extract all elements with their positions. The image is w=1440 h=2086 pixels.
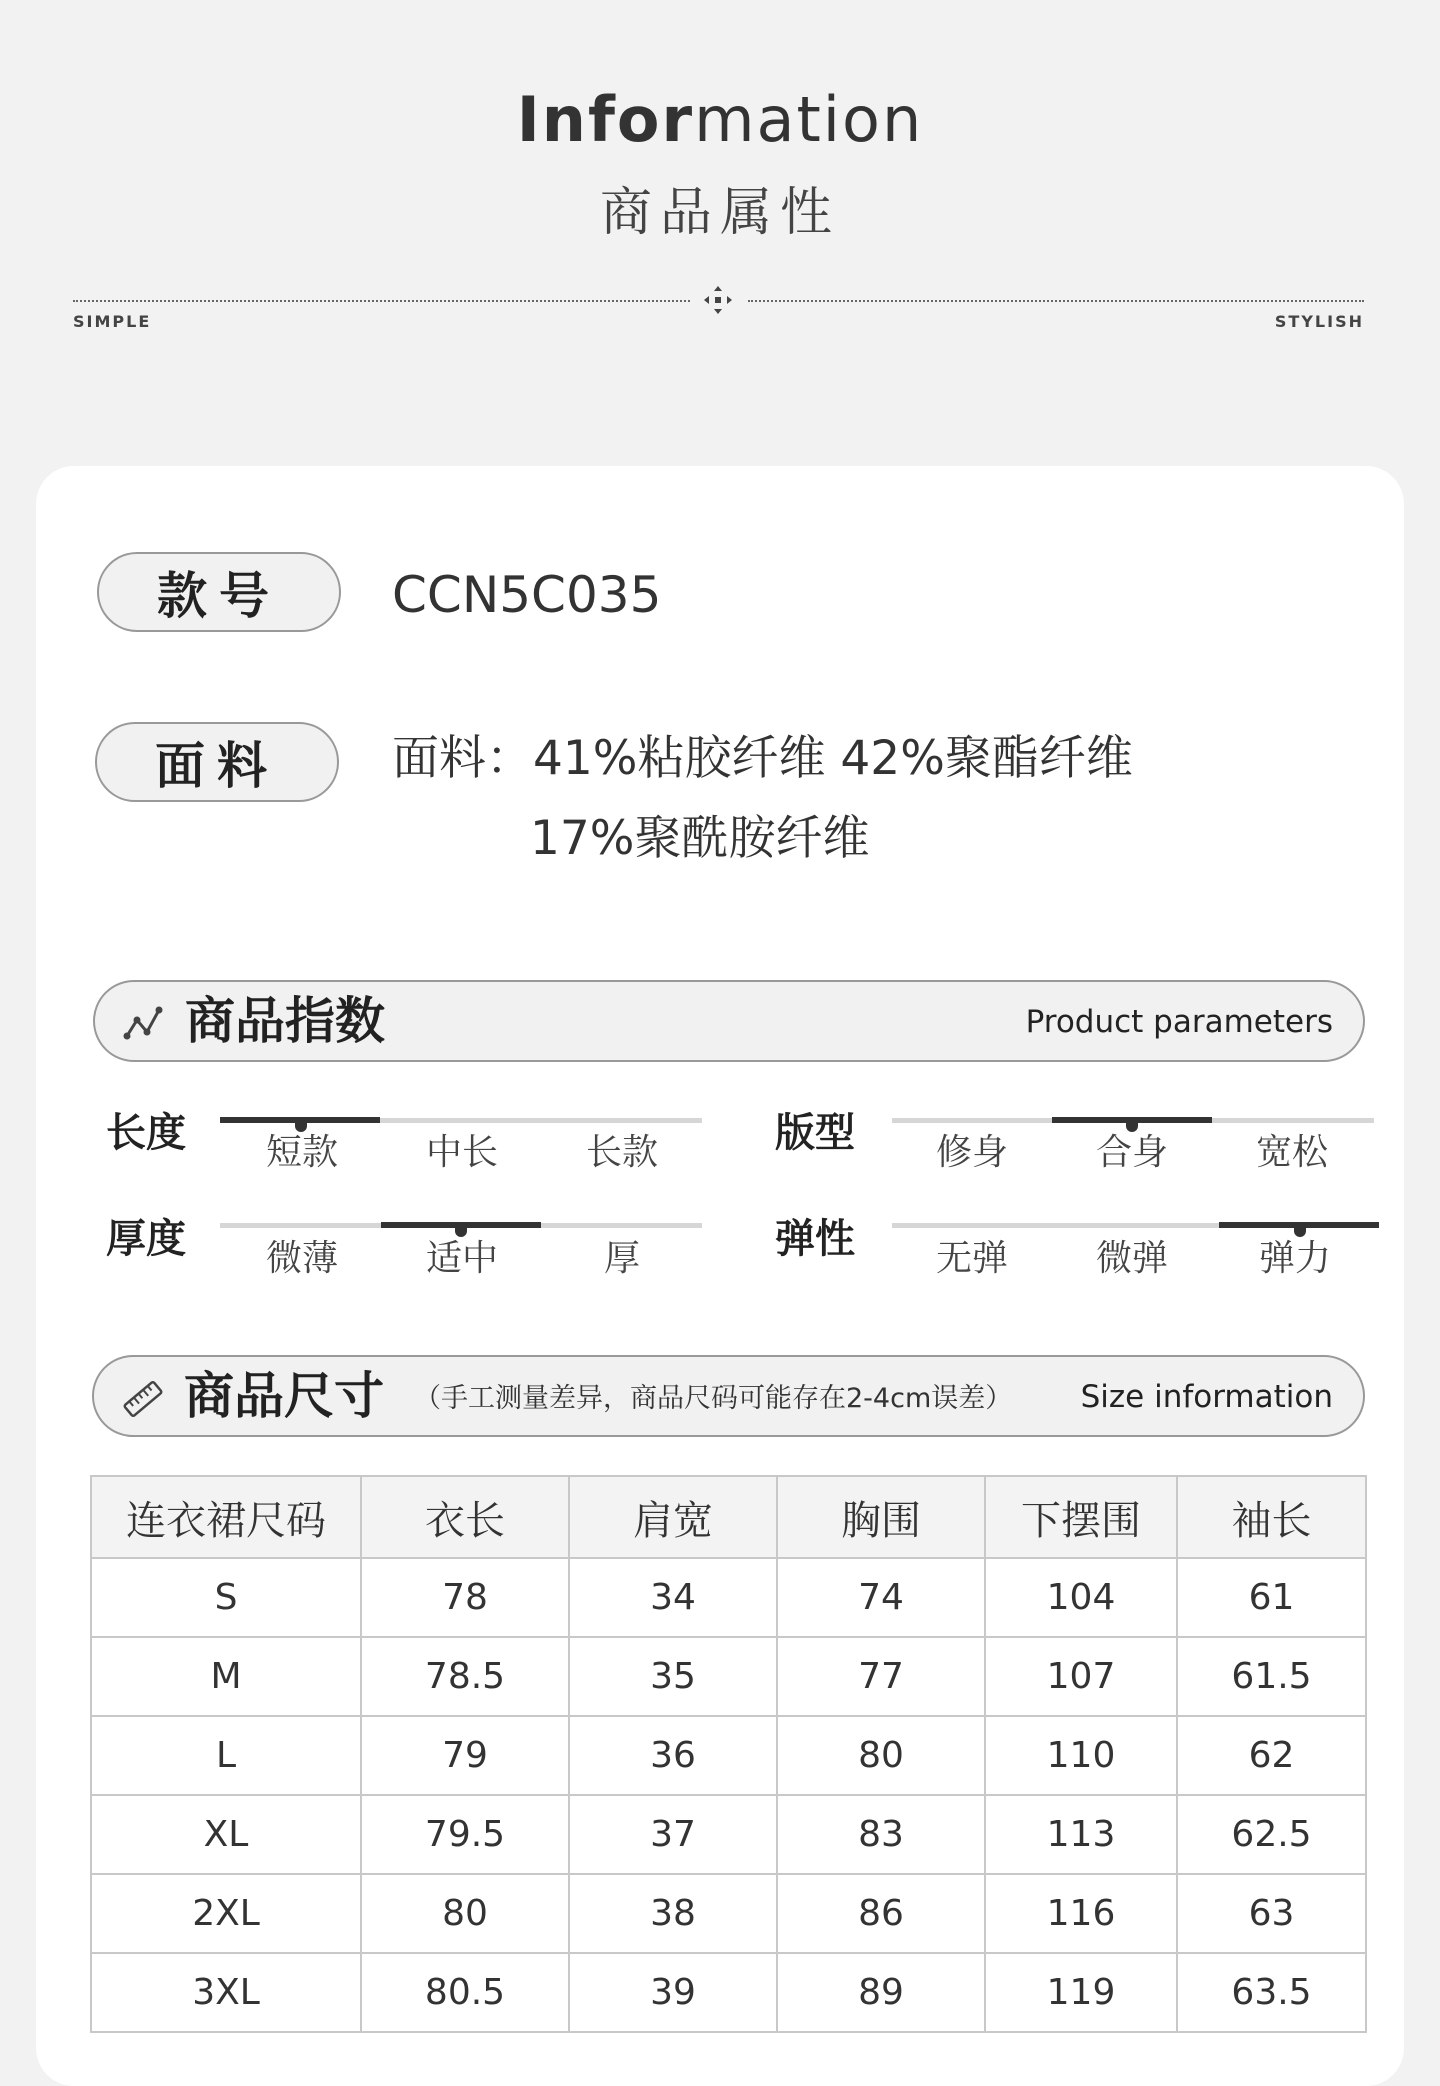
divider-left: [73, 300, 690, 302]
param-label-length: 长度: [106, 1110, 186, 1156]
fabric-composition-line2: 17%聚酰胺纤维: [530, 811, 870, 866]
param-label-thickness: 厚度: [106, 1216, 186, 1262]
bust-cell: 77: [777, 1637, 985, 1716]
table-row: [91, 1874, 1366, 1953]
length-cell: 79: [361, 1716, 569, 1795]
hem-cell: 107: [985, 1637, 1177, 1716]
length-option-short: 短款: [265, 1132, 338, 1173]
size-table-header-row: [91, 1476, 1366, 1558]
elasticity-option-none: 无弹: [935, 1238, 1008, 1279]
hem-cell: 113: [985, 1795, 1177, 1874]
size-name-cell: 2XL: [91, 1874, 361, 1953]
chart-line-icon: [123, 1004, 165, 1044]
size-name-cell: S: [91, 1558, 361, 1637]
table-row: [91, 1558, 1366, 1637]
four-dot-cross-icon: [703, 285, 733, 315]
thickness-option-thick: 厚: [603, 1238, 640, 1279]
header-shoulder: 肩宽: [569, 1476, 777, 1558]
elasticity-option-slight: 微弹: [1095, 1238, 1168, 1279]
length-cell: 78: [361, 1558, 569, 1637]
size-name-cell: 3XL: [91, 1953, 361, 2032]
length-cell: 80: [361, 1874, 569, 1953]
info-title: [0, 78, 1440, 162]
size-name-cell: XL: [91, 1795, 361, 1874]
style-label-pill: 款号: [97, 552, 341, 632]
fit-option-regular: 合身: [1095, 1132, 1168, 1173]
shoulder-cell: 37: [569, 1795, 777, 1874]
style-number: CCN5C035: [392, 566, 662, 624]
sleeve-cell: 61: [1177, 1558, 1366, 1637]
product-index-subtitle: Product parameters: [1025, 1004, 1333, 1040]
page-subtitle: 商品属性: [599, 183, 840, 243]
sleeve-cell: 61.5: [1177, 1637, 1366, 1716]
size-info-header: [92, 1355, 1365, 1437]
stylish-label: STYLISH: [1274, 312, 1364, 331]
sleeve-cell: 63: [1177, 1874, 1366, 1953]
header-length: 衣长: [361, 1476, 569, 1558]
product-index-title: 商品指数: [185, 992, 385, 1050]
size-info-title: 商品尺寸: [184, 1367, 384, 1425]
param-label-fit: 版型: [775, 1110, 855, 1156]
sleeve-cell: 62.5: [1177, 1795, 1366, 1874]
bust-cell: 80: [777, 1716, 985, 1795]
header-sleeve: 袖长: [1177, 1476, 1366, 1558]
sleeve-cell: 62: [1177, 1716, 1366, 1795]
shoulder-cell: 34: [569, 1558, 777, 1637]
shoulder-cell: 39: [569, 1953, 777, 2032]
fabric-label-pill: 面料: [95, 722, 339, 802]
length-option-long: 长款: [585, 1132, 658, 1173]
size-name-cell: L: [91, 1716, 361, 1795]
size-info-subtitle: Size information: [1080, 1379, 1333, 1415]
simple-label: SIMPLE: [73, 312, 152, 331]
table-row: [91, 1637, 1366, 1716]
sleeve-cell: 63.5: [1177, 1953, 1366, 2032]
bust-cell: 74: [777, 1558, 985, 1637]
fit-option-slim: 修身: [935, 1132, 1008, 1173]
ruler-icon: [122, 1379, 164, 1419]
fabric-composition-line1: 面料：41%粘胶纤维 42%聚酯纤维: [392, 731, 1133, 786]
size-name-cell: M: [91, 1637, 361, 1716]
bust-cell: 83: [777, 1795, 985, 1874]
product-index-header: [93, 980, 1365, 1062]
param-label-elasticity: 弹性: [775, 1216, 855, 1262]
length-cell: 79.5: [361, 1795, 569, 1874]
shoulder-cell: 36: [569, 1716, 777, 1795]
length-cell: 78.5: [361, 1637, 569, 1716]
info-title-bold: Infor: [516, 83, 695, 156]
bust-cell: 86: [777, 1874, 985, 1953]
header-size: 连衣裙尺码: [91, 1476, 361, 1558]
table-row: [91, 1953, 1366, 2032]
table-row: [91, 1795, 1366, 1874]
thickness-option-thin: 微薄: [265, 1238, 338, 1279]
size-table: [90, 1475, 1367, 2033]
table-row: [91, 1716, 1366, 1795]
fit-option-loose: 宽松: [1255, 1132, 1328, 1173]
size-measurement-note: （手工测量差异，商品尺码可能存在2-4cm误差）: [414, 1383, 1013, 1414]
elasticity-option-stretch: 弹力: [1258, 1238, 1331, 1279]
bust-cell: 89: [777, 1953, 985, 2032]
shoulder-cell: 38: [569, 1874, 777, 1953]
hem-cell: 110: [985, 1716, 1177, 1795]
shoulder-cell: 35: [569, 1637, 777, 1716]
hem-cell: 104: [985, 1558, 1177, 1637]
length-option-mid: 中长: [425, 1132, 498, 1173]
divider-right: [748, 300, 1364, 302]
thickness-option-medium: 适中: [425, 1238, 498, 1279]
header-hem: 下摆围: [985, 1476, 1177, 1558]
hem-cell: 119: [985, 1953, 1177, 2032]
length-cell: 80.5: [361, 1953, 569, 2032]
hem-cell: 116: [985, 1874, 1177, 1953]
header-bust: 胸围: [777, 1476, 985, 1558]
info-title-rest: mation: [694, 83, 924, 156]
